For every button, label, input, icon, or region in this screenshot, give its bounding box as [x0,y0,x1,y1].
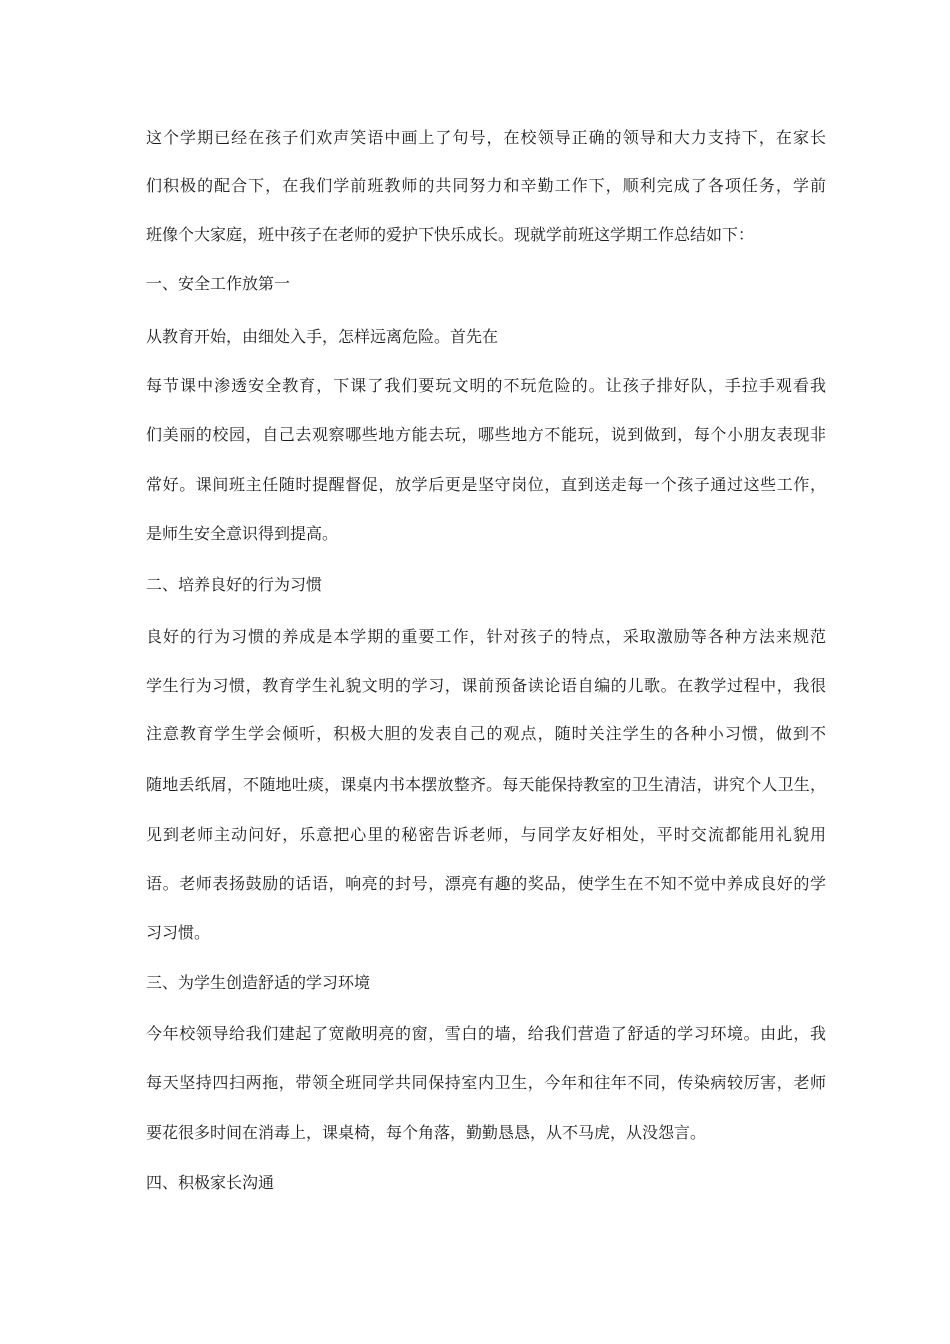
paragraph-line: 随地丢纸屑，不随地吐痰，课桌内书本摆放整齐。每天能保持教室的卫生清洁，讲究个人卫生， [146,775,826,794]
section-heading: 一、安全工作放第一 [146,274,291,293]
paragraph-line: 们积极的配合下，在我们学前班教师的共同努力和辛勤工作下，顺利完成了各项任务，学前 [146,176,826,195]
paragraph-line: 每节课中渗透安全教育，下课了我们要玩文明的不玩危险的。让孩子排好队，手拉手观看我 [146,376,826,395]
paragraph-line: 语。老师表扬鼓励的话语，响亮的封号，漂亮有趣的奖品，使学生在不知不觉中养成良好的学 [146,874,826,893]
paragraph-line: 要花很多时间在消毒上，课桌椅，每个角落，勤勤恳恳，从不马虎，从没怨言。 [146,1123,707,1142]
section-heading: 四、积极家长沟通 [146,1173,275,1192]
paragraph-line: 每天坚持四扫两拖，带领全班同学共同保持室内卫生，今年和往年不同，传染病较厉害，老师 [146,1073,826,1092]
paragraph-line: 班像个大家庭，班中孩子在老师的爱护下快乐成长。现就学前班这学期工作总结如下： [146,225,755,244]
paragraph-line: 今年校领导给我们建起了宽敞明亮的窗，雪白的墙，给我们营造了舒适的学习环境。由此，我 [146,1024,826,1043]
paragraph-line: 们美丽的校园，自己去观察哪些地方能去玩，哪些地方不能玩，说到做到，每个小朋友表现非 [146,425,826,444]
paragraph-line: 注意教育学生学会倾听，积极大胆的发表自己的观点，随时关注学生的各种小习惯，做到不 [146,724,826,743]
paragraph-line: 是师生安全意识得到提高。 [146,524,339,543]
paragraph-line: 学生行为习惯，教育学生礼貌文明的学习，课前预备读论语自编的儿歌。在教学过程中，我很 [146,676,826,695]
paragraph-line: 良好的行为习惯的养成是本学期的重要工作，针对孩子的特点，采取激励等各种方法来规范 [146,627,826,646]
paragraph-line: 这个学期已经在孩子们欢声笑语中画上了句号，在校领导正确的领导和大力支持下，在家长 [146,128,826,147]
section-heading: 二、培养良好的行为习惯 [146,575,323,594]
paragraph-line: 从教育开始，由细处入手，怎样远离危险。首先在 [146,327,499,346]
paragraph-line: 习习惯。 [146,923,211,942]
section-heading: 三、为学生创造舒适的学习环境 [146,973,371,992]
paragraph-line: 见到老师主动问好，乐意把心里的秘密告诉老师，与同学友好相处，平时交流都能用礼貌用 [146,825,826,844]
paragraph-line: 常好。课间班主任随时提醒督促，放学后更是坚守岗位，直到送走每一个孩子通过这些工作， [146,475,826,494]
